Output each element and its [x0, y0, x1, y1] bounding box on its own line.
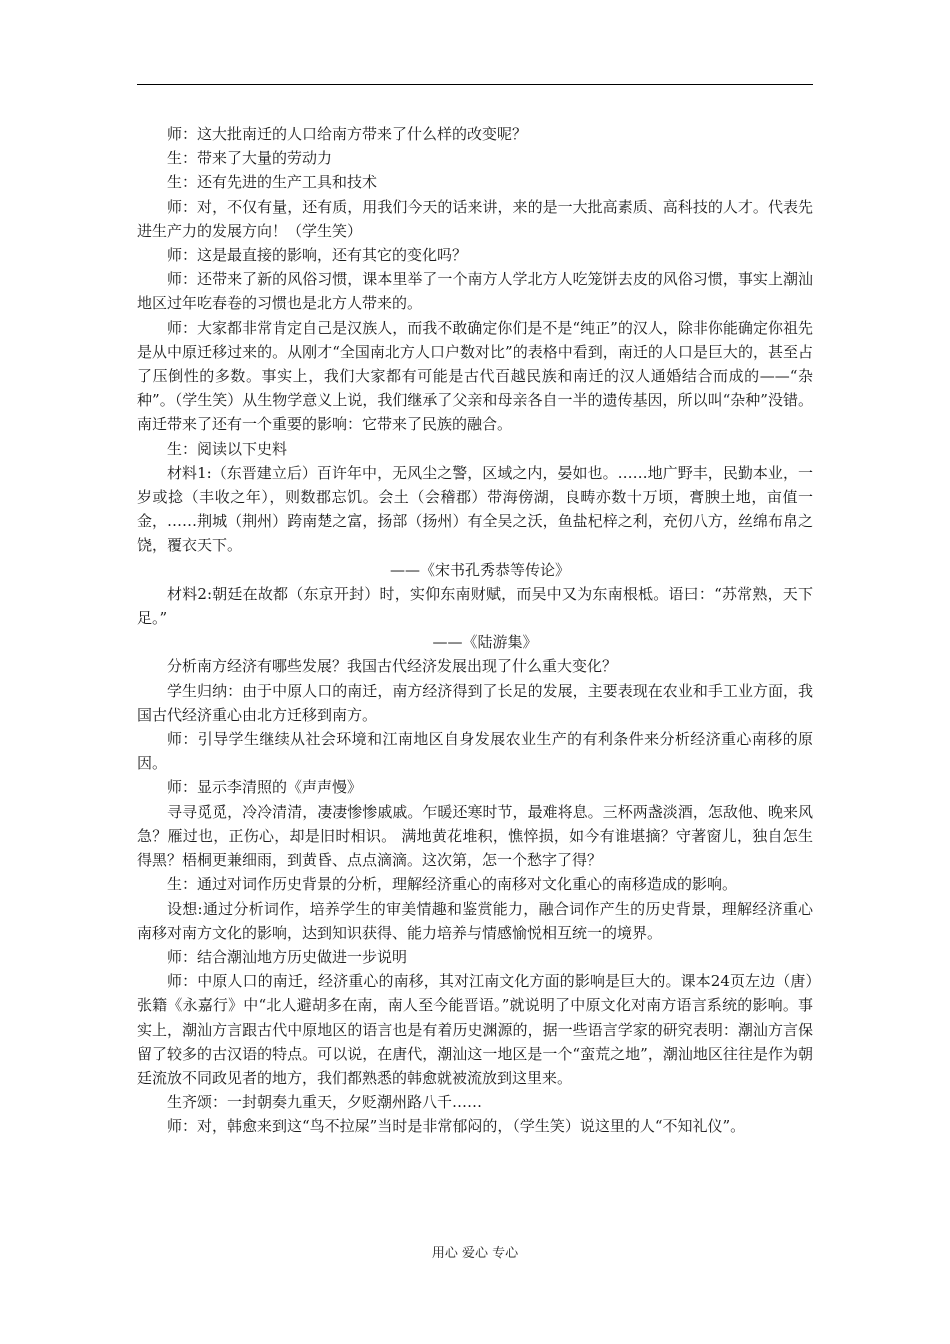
paragraph: 师：对，不仅有量，还有质，用我们今天的话来讲，来的是一大批高素质、高科技的人才。代表先进生产力的发展方向！（学生笑） [137, 197, 813, 240]
paragraph: 师：这大批南迁的人口给南方带来了什么样的改变呢？ [167, 125, 528, 143]
paragraph: 分析南方经济有哪些发展？我国古代经济发展出现了什么重大变化？ [167, 657, 618, 676]
paragraph: 生齐颂：一封朝奏九重天，夕贬潮州路八千…… [167, 1093, 483, 1112]
paragraph: 生：还有先进的生产工具和技术 [167, 173, 378, 192]
paragraph: 设想:通过分析词作，培养学生的审美情趣和鉴赏能力，融合词作产生的历史背景，理解经济重心南移对南方文化的影响，达到知识获得、能力培养与情感愉悦相互统一的境界。 [137, 899, 813, 942]
paragraph: 生：阅读以下史料 [167, 439, 288, 458]
paragraph: 师：结合潮汕地方历史做进一步说明 [167, 947, 408, 966]
source-material-2: 材料2:朝廷在故都（东京开封）时，实仰东南财赋，而吴中又为东南根柢。语曰：“苏常熟，天下足。” [137, 584, 813, 628]
paragraph: 生：带来了大量的劳动力 [167, 149, 333, 168]
page-footer: 用心 爱心 专心 [431, 1246, 519, 1261]
paragraph: 师：大家都非常肯定自己是汉族人，而我不敢确定你们是不是“纯正”的汉人，除非你能确定你祖先是从中原迁移过来的。从刚才“全国南北方人口户数对比”的表格中看到，南迁的人口是巨大的，甚至占了压倒性的多数。事实上，我们大家都有可能是古代百越民族和南迁的汉人通婚结合而成的——“杂种”。（学生笑）从生物学意义上说，我们继承了父亲和母亲各自一半的遗传基因，所以叫“杂种”没错。南迁带来了还有一个重要的影响：它带来了民族的融合。 [137, 318, 813, 434]
poem: 寻寻觅觅，冷冷清清，凄凄惨惨戚戚。乍暖还寒时节，最难将息。三杯两盏淡酒，怎敌他、晚来风急？雁过也，正伤心，却是旧时相识。 满地黄花堆积，憔悴损，如今有谁堪摘？守著窗儿，独自怎生得黑？梧桐更兼细雨，到黄昏、点点滴滴。这次第，怎一个愁字了得？ [137, 802, 813, 870]
header-rule [137, 84, 813, 85]
source-material-1: 材料1:（东晋建立后）百许年中，无风尘之警，区域之内，晏如也。……地广野丰，民勤本业，一岁或捻（丰收之年），则数郡忘饥。会土（会稽郡）带海傍湖，良畴亦数十万顷，膏腴土地，亩值一金，……荆城（荆州）跨南楚之富，扬部（扬州）有全吴之沃，鱼盐杞梓之利，充仞八方，丝绵布帛之饶，覆衣天下。 [137, 463, 813, 555]
paragraph: 师：中原人口的南迁，经济重心的南移，其对江南文化方面的影响是巨大的。课本24页左边（唐）张籍《永嘉行》中“北人避胡多在南，南人至今能晋语。”就说明了中原文化对南方语言系统的影响。事实上，潮汕方言跟古代中原地区的语言也是有着历史渊源的，据一些语言学家的研究表明：潮汕方言保留了较多的古汉语的特点。可以说，在唐代，潮汕这一地区是一个“蛮荒之地”，潮汕地区往往是作为朝廷流放不同政见者的地方，我们都熟悉的韩愈就被流放到这里来。 [137, 972, 813, 1087]
paragraph: 学生归纳：由于中原人口的南迁，南方经济得到了长足的发展，主要表现在农业和手工业方面，我国古代经济重心由北方迁移到南方。 [137, 681, 813, 724]
document-body [137, 122, 813, 1139]
source-citation: ——《陆游集》 [432, 633, 538, 652]
paragraph: 师：这是最直接的影响，还有其它的变化吗？ [167, 246, 468, 265]
paragraph: 师：显示李清照的《声声慢》 [167, 778, 363, 797]
paragraph: 师：引导学生继续从社会环境和江南地区自身发展农业生产的有利条件来分析经济重心南移的原因。 [137, 730, 813, 773]
source-citation: ——《宋书孔秀恭等传论》 [389, 560, 570, 579]
paragraph: 生：通过对词作历史背景的分析，理解经济重心的南移对文化重心的南移造成的影响。 [167, 875, 738, 894]
paragraph: 师：对，韩愈来到这“鸟不拉屎”当时是非常郁闷的，（学生笑）说这里的人“不知礼仪”。 [167, 1117, 746, 1136]
paragraph: 师：还带来了新的风俗习惯，课本里举了一个南方人学北方人吃笼饼去皮的风俗习惯，事实上潮汕地区过年吃春卷的习惯也是北方人带来的。 [137, 270, 813, 313]
